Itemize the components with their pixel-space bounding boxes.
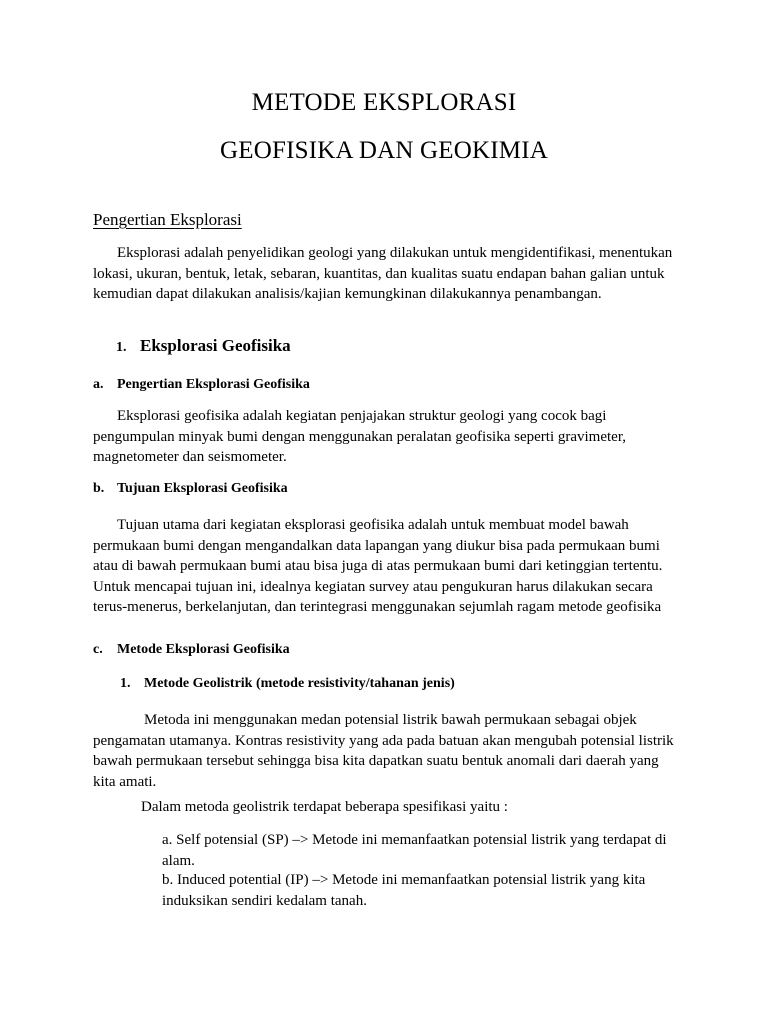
- method-1-paragraph: Metoda ini menggunakan medan potensial listrik bawah permukaan sebagai objek pengamatan utamanya. Kontras resistivity yang ada pada batuan akan mengubah potensial listrik bawah permukaan tersebut sehingga bisa kita dapatkan suatu bentuk anomali dari daerah yang kita amati.: [93, 712, 674, 790]
- intro-heading: Pengertian Eksplorasi: [93, 210, 242, 229]
- intro-paragraph: Eksplorasi adalah penyelidikan geologi yang dilakukan untuk mengidentifikasi, menentukan lokasi, ukuran, bentuk, letak, sebaran, kuantitas, dan kualitas suatu endapan bahan galian untuk kemudian dapat dilakukan analisis/kajian kemungkinan dilakukannya penambangan.: [93, 245, 673, 302]
- subsection-a-title: Pengertian Eksplorasi Geofisika: [117, 377, 310, 392]
- method-1-heading: [120, 676, 455, 692]
- subsection-b-paragraph: Tujuan utama dari kegiatan eksplorasi geofisika adalah untuk membuat model bawah permukaan bumi dengan mengandalkan data lapangan yang diukur bisa pada permukaan bumi atau di bawah permukaan bumi atau bisa juga di atas permukaan bumi dari ketinggian tertentu. Untuk mencapai tujuan ini, idealnya kegiatan survey atau pengukuran harus dilakukan secara terus-menerus, berkelanjutan, dan terintegrasi menggunakan sejumlah ragam metode geofisika: [93, 517, 663, 615]
- list-item: a. Self potensial (SP) –> Metode ini memanfaatkan potensial listrik yang terdapat di alam.: [162, 832, 667, 869]
- subsection-b-heading: [93, 481, 288, 497]
- method-1-number: 1.: [120, 676, 131, 691]
- subsection-b-title: Tujuan Eksplorasi Geofisika: [117, 481, 288, 496]
- subsection-c-title: Metode Eksplorasi Geofisika: [117, 642, 290, 657]
- document-title-line-1: METODE EKSPLORASI: [251, 89, 517, 116]
- subsection-c-letter: c.: [93, 642, 103, 657]
- section-1-title: Eksplorasi Geofisika: [140, 336, 291, 355]
- subsection-a-letter: a.: [93, 377, 104, 392]
- document-title-line-2: GEOFISIKA DAN GEOKIMIA: [220, 137, 548, 164]
- subsection-a-paragraph: Eksplorasi geofisika adalah kegiatan penjajakan struktur geologi yang cocok bagi pengumpulan minyak bumi dengan menggunakan peralatan geofisika seperti gravimeter, magnetometer dan seismometer.: [93, 408, 626, 465]
- subsection-a-heading: [93, 377, 310, 393]
- spesifikasi-intro: Dalam metoda geolistrik terdapat beberapa spesifikasi yaitu :: [141, 799, 508, 815]
- section-1-number: 1.: [116, 340, 127, 355]
- list-item: b. Induced potential (IP) –> Metode ini memanfaatkan potensial listrik yang kita induksikan sendiri kedalam tanah.: [162, 872, 646, 909]
- section-1-heading: [116, 336, 291, 356]
- method-1-title: Metode Geolistrik (metode resistivity/tahanan jenis): [144, 676, 455, 691]
- subsection-c-heading: [93, 642, 290, 658]
- subsection-b-letter: b.: [93, 481, 105, 496]
